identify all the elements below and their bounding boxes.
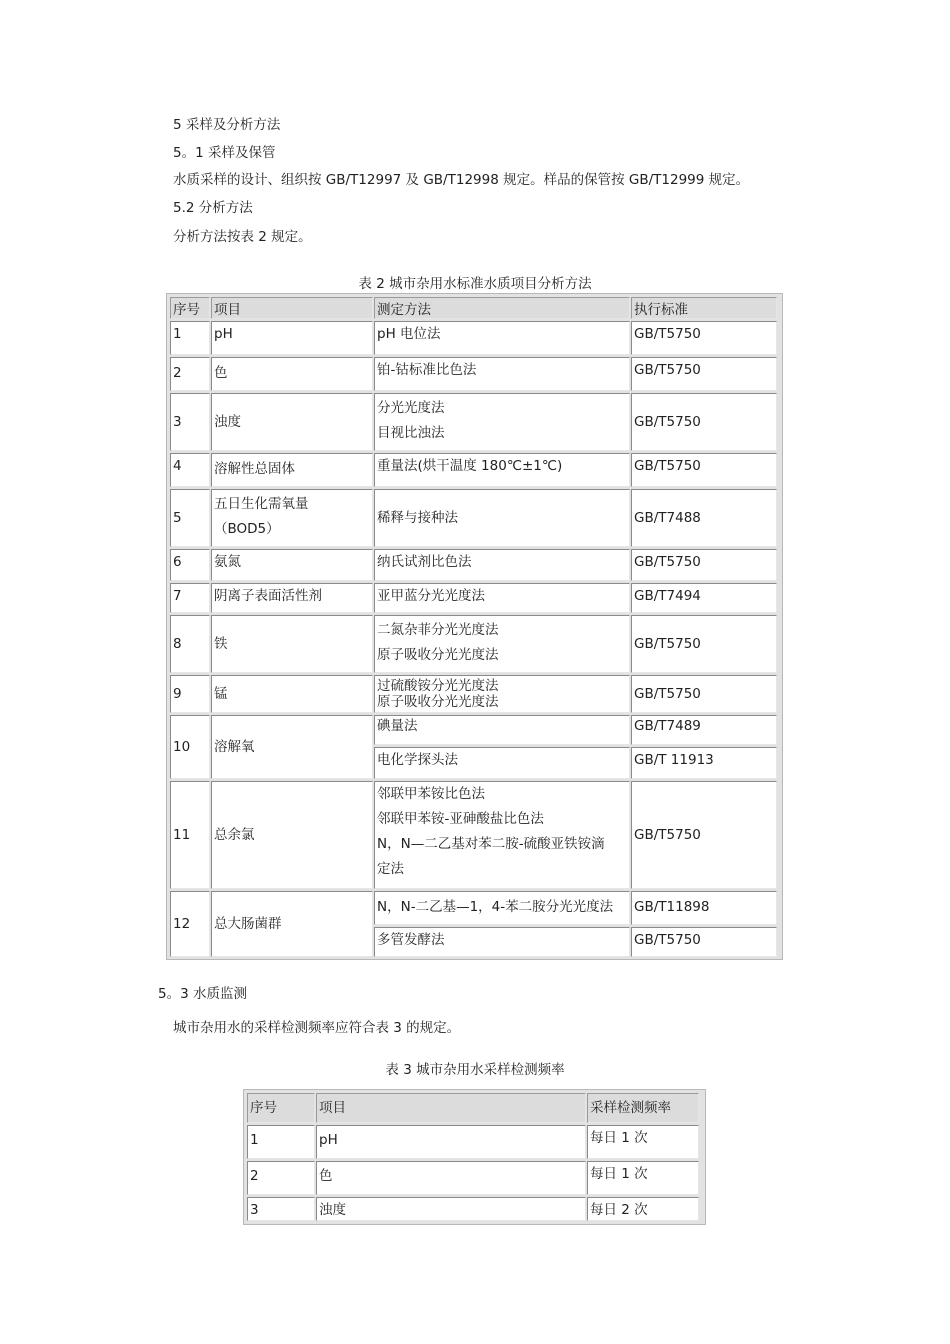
table2-cell-standard: GB/T 11913 xyxy=(631,747,777,779)
table2-cell-standard: GB/T7494 xyxy=(631,583,777,613)
table2-cell-standard-text: GB/T5750 xyxy=(634,414,701,430)
table2-cell-no: 4 xyxy=(170,453,210,487)
table3-cell-freq: 每日 2 次 xyxy=(587,1197,699,1221)
section-title: 5 采样及分析方法 xyxy=(173,117,281,133)
table2-cell-standard: GB/T5750 xyxy=(631,321,777,355)
table3-cell-freq: 每日 1 次 xyxy=(587,1125,699,1159)
table3-header-no: 序号 xyxy=(247,1093,315,1123)
table3-header-item: 项目 xyxy=(316,1093,586,1123)
table2-cell-item-text: 总余氯 xyxy=(214,827,255,843)
table2-cell-no xyxy=(170,615,210,673)
table2-cell-item: 色 xyxy=(211,357,373,391)
table2-cell-method: pH 电位法 xyxy=(374,321,630,355)
table2-cell-item: 阴离子表面活性剂 xyxy=(211,583,373,613)
table2-cell-no: 6 xyxy=(170,549,210,581)
table2-cell-method: 碘量法 xyxy=(374,715,630,745)
table3-cell-item: pH xyxy=(316,1125,586,1159)
method-line: 二氮杂菲分光光度法 xyxy=(377,622,499,638)
table2-header-standard: 执行标准 xyxy=(631,297,777,319)
table2-cell-item xyxy=(211,675,373,713)
table2-cell-method: 多管发酵法 xyxy=(374,927,630,957)
table2-cell-no-text: 3 xyxy=(173,414,182,430)
table2-cell-item-text: 溶解氧 xyxy=(214,739,255,755)
table2-cell-item-text: 浊度 xyxy=(214,414,241,430)
paragraph-monitoring: 城市杂用水的采样检测频率应符合表 3 的规定。 xyxy=(173,1020,461,1036)
table2-cell-method-text: 稀释与接种法 xyxy=(377,510,458,526)
table3-cell-item: 色 xyxy=(316,1161,586,1195)
table2-cell-no-text: 11 xyxy=(173,827,191,843)
table2-cell-item xyxy=(211,615,373,673)
table2-cell-standard: GB/T5750 xyxy=(631,357,777,391)
table3-cell-freq: 每日 1 次 xyxy=(587,1161,699,1195)
table2-cell-item xyxy=(211,891,373,957)
paragraph-analysis: 分析方法按表 2 规定。 xyxy=(173,229,312,245)
table2-cell-method: N，N-二乙基—1，4-苯二胺分光光度法 xyxy=(374,891,630,925)
method-line: 原子吸收分光光度法 xyxy=(377,694,499,710)
table2-cell-no xyxy=(170,781,210,889)
table2-cell-item xyxy=(211,489,373,547)
method-line: 原子吸收分光光度法 xyxy=(377,647,499,663)
table2-header-no: 序号 xyxy=(170,297,210,319)
table2-cell-standard: GB/T5750 xyxy=(631,549,777,581)
table2-cell-item xyxy=(211,393,373,451)
table3 xyxy=(243,1089,706,1225)
table2-cell-standard xyxy=(631,675,777,713)
table3-cell-no: 1 xyxy=(247,1125,315,1159)
table2-cell-item: 溶解性总固体 xyxy=(211,453,373,487)
table3-cell-no: 3 xyxy=(247,1197,315,1221)
table2-cell-method: 纳氏试剂比色法 xyxy=(374,549,630,581)
table2-cell-method: 铂-钴标准比色法 xyxy=(374,357,630,391)
table2-cell-standard xyxy=(631,393,777,451)
table2-cell-no-text: 5 xyxy=(173,510,182,526)
table2-cell-no xyxy=(170,489,210,547)
table2 xyxy=(166,293,783,960)
table2-cell-standard: GB/T5750 xyxy=(631,453,777,487)
table2-header-method: 测定方法 xyxy=(374,297,630,319)
table2-cell-standard: GB/T7489 xyxy=(631,715,777,745)
table3-cell-item: 浊度 xyxy=(316,1197,586,1221)
table2-cell-no-text: 10 xyxy=(173,739,191,755)
table2-cell-no-text: 9 xyxy=(173,686,182,702)
table3-caption: 表 3 城市杂用水采样检测频率 xyxy=(385,1062,565,1078)
table2-cell-method xyxy=(374,615,630,673)
table2-cell-standard-text: GB/T7488 xyxy=(634,510,701,526)
table2-cell-method xyxy=(374,781,630,889)
table2-cell-item-text: 铁 xyxy=(214,636,228,652)
table2-cell-method xyxy=(374,489,630,547)
paragraph-sampling: 水质采样的设计、组织按 GB/T12997 及 GB/T12998 规定。样品的保管按 GB/T12999 规定。 xyxy=(173,172,750,188)
method-line: 过硫酸铵分光光度法 xyxy=(377,678,499,694)
table2-header-item: 项目 xyxy=(211,297,373,319)
table2-cell-no xyxy=(170,715,210,779)
table2-cell-no xyxy=(170,675,210,713)
table2-cell-standard-text: GB/T5750 xyxy=(634,686,701,702)
table2-cell-standard xyxy=(631,781,777,889)
table2-cell-item xyxy=(211,781,373,889)
table2-cell-method xyxy=(374,675,630,713)
table2-cell-no-text: 12 xyxy=(173,916,191,932)
table2-cell-item: 氨氮 xyxy=(211,549,373,581)
subsection-title-monitoring: 5。3 水质监测 xyxy=(158,986,247,1002)
table2-cell-item-text: 总大肠菌群 xyxy=(214,916,282,932)
method-line: N，N—二乙基对苯二胺-硫酸亚铁铵滴 xyxy=(377,836,605,852)
method-line: 定法 xyxy=(377,861,404,877)
table2-cell-item xyxy=(211,715,373,779)
table2-cell-method xyxy=(374,393,630,451)
table2-cell-standard xyxy=(631,615,777,673)
method-line: 邻联甲苯铵比色法 xyxy=(377,786,485,802)
table2-cell-no: 7 xyxy=(170,583,210,613)
method-line: 分光光度法 xyxy=(377,400,445,416)
table3-header-freq: 采样检测频率 xyxy=(587,1093,699,1123)
table2-cell-method: 电化学探头法 xyxy=(374,747,630,779)
table2-cell-item-text: 锰 xyxy=(214,686,228,702)
table2-cell-standard-text: GB/T5750 xyxy=(634,636,701,652)
method-line: 目视比浊法 xyxy=(377,425,445,441)
subsection-title-analysis: 5.2 分析方法 xyxy=(173,200,253,216)
table2-cell-standard xyxy=(631,489,777,547)
item-line: （BOD5） xyxy=(214,521,280,537)
table2-cell-no: 2 xyxy=(170,357,210,391)
table2-cell-method: 亚甲蓝分光光度法 xyxy=(374,583,630,613)
table2-cell-standard: GB/T5750 xyxy=(631,927,777,957)
item-line: 五日生化需氧量 xyxy=(214,496,309,512)
table2-cell-no xyxy=(170,891,210,957)
table2-cell-no-text: 8 xyxy=(173,636,182,652)
table2-caption: 表 2 城市杂用水标准水质项目分析方法 xyxy=(358,276,592,292)
table2-cell-no: 1 xyxy=(170,321,210,355)
table3-cell-no: 2 xyxy=(247,1161,315,1195)
table2-cell-method: 重量法(烘干温度 180℃±1℃) xyxy=(374,453,630,487)
subsection-title-sampling: 5。1 采样及保管 xyxy=(173,145,276,161)
table2-cell-standard: GB/T11898 xyxy=(631,891,777,925)
table2-cell-standard-text: GB/T5750 xyxy=(634,827,701,843)
table2-cell-no xyxy=(170,393,210,451)
method-line: 邻联甲苯铵-亚砷酸盐比色法 xyxy=(377,811,544,827)
table2-cell-item: pH xyxy=(211,321,373,355)
